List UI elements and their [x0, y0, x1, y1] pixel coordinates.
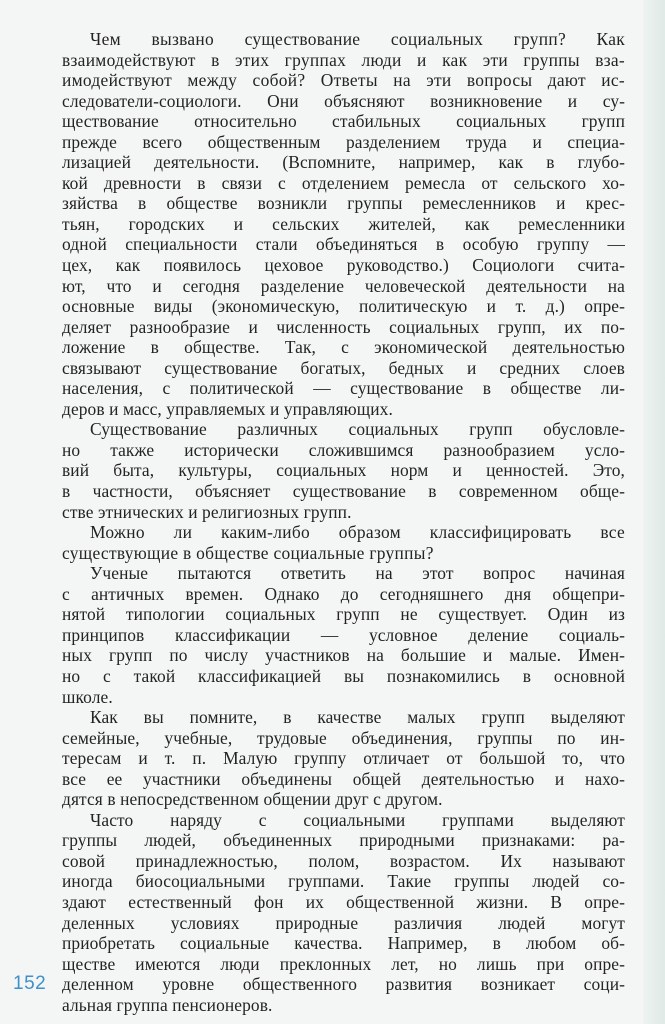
text-line: тересам и т. п. Малую группу отличает от большой то, что [62, 748, 625, 769]
text-line: семейные, учебные, трудовые объединения, группы по ин- [62, 727, 625, 748]
text-line: альная группа пенсионеров. [62, 994, 273, 1015]
text-line: но также исторически сложившимся разнообразием усло- [62, 439, 625, 460]
text-line: деленных условиях природные различия людей могут [62, 912, 625, 933]
text-line: имодействуют между собой? Ответы на эти вопросы дают ис- [62, 70, 625, 91]
text-line: населения, с политической — существование в обществе ли- [62, 378, 625, 399]
text-line: но с такой классификацией вы познакомились в основной [62, 665, 625, 686]
body-paragraph-3 [62, 563, 625, 707]
text-line: дятся в непосредственном общении друг с другом. [62, 789, 443, 810]
text-line: Чем вызвано существование социальных групп? Как [90, 29, 625, 49]
text-column [62, 29, 625, 1015]
text-line: Часто наряду с социальными группами выделяют [90, 809, 625, 830]
text-line: все ее участники объединены общей деятельностью и нахо- [62, 768, 625, 789]
text-line: существующие в обществе социальные группы? [62, 542, 434, 563]
text-line: Как вы помните, в качестве малых групп выделяют [90, 707, 625, 728]
text-line: взаимодействуют в этих группах люди и как эти группы вза- [62, 49, 625, 70]
text-line: иногда биосоциальными группами. Такие группы людей со- [62, 871, 625, 892]
text-line: нятой типологии социальных групп не существует. Один из [62, 604, 625, 625]
text-line: зяйства в обществе возникли группы ремесленников и крес- [62, 193, 625, 214]
body-paragraph-1 [62, 91, 625, 420]
text-line: тьян, городских и сельских жителей, как ремесленники [62, 213, 625, 234]
body-paragraph-4 [62, 707, 625, 810]
text-line: с античных времен. Однако до сегодняшнего дня общепри- [62, 583, 625, 604]
text-line: совой принадлежностью, полом, возрастом. Их называют [62, 850, 625, 871]
text-line: ществе имеются люди преклонных лет, но лишь при опре- [62, 953, 625, 974]
question-paragraph-2 [62, 522, 625, 563]
text-line: прежде всего общественным разделением труда и специа- [62, 131, 625, 152]
text-line: ложение в обществе. Так, с экономической деятельностью [62, 337, 625, 358]
text-line: принципов классификации — условное деление социаль- [62, 624, 625, 645]
text-line: связывают существование богатых, бедных и средних слоев [62, 357, 625, 378]
text-line: цех, как появилось цеховое руководство.) Социологи счита- [62, 255, 625, 276]
text-line: ных групп по числу участников на большие и малые. Имен- [62, 645, 625, 666]
body-paragraph-2 [62, 419, 625, 522]
body-paragraph-5 [62, 810, 625, 1015]
text-line: основные виды (экономическую, политическую и т. д.) опре- [62, 296, 625, 317]
question-paragraph-1 [62, 29, 625, 91]
text-line: деленном уровне общественного развития возникает соци- [62, 974, 625, 995]
text-line: вий быта, культуры, социальных норм и ценностей. Это, [62, 460, 625, 481]
text-line: школе. [62, 686, 113, 707]
page-number: 152 [13, 973, 47, 994]
text-line: Можно ли каким-либо образом классифицировать все [90, 522, 625, 543]
text-line: кой древности в связи с отделением ремесла от сельского хо- [62, 172, 625, 193]
page-edge-band [643, 0, 665, 1024]
text-line: Ученые пытаются ответить на этот вопрос начиная [90, 563, 625, 584]
text-line: стве этнических и религиозных групп. [62, 501, 352, 522]
text-line: деляет разнообразие и численность социальных групп, их по- [62, 316, 625, 337]
text-line: Существование различных социальных групп обусловле- [90, 419, 625, 440]
text-line: в частности, объясняет существование в современном обще- [62, 481, 625, 502]
text-line: деров и масс, управляемых и управляющих. [62, 398, 393, 419]
text-line: следователи-социологи. Они объясняют возникновение и су- [62, 90, 625, 111]
text-line: приобретать социальные качества. Например, в любом об- [62, 933, 625, 954]
text-line: одной специальности стали объединяться в особую группу — [62, 234, 625, 255]
text-line: ют, что и сегодня разделение человеческой деятельности на [62, 275, 625, 296]
text-line: группы людей, объединенных природными признаками: ра- [62, 830, 625, 851]
text-line: здают естественный фон их общественной жизни. В опре- [62, 891, 625, 912]
text-line: ществование относительно стабильных социальных групп [62, 111, 625, 132]
text-line: лизацией деятельности. (Вспомните, например, как в глубо- [62, 152, 625, 173]
